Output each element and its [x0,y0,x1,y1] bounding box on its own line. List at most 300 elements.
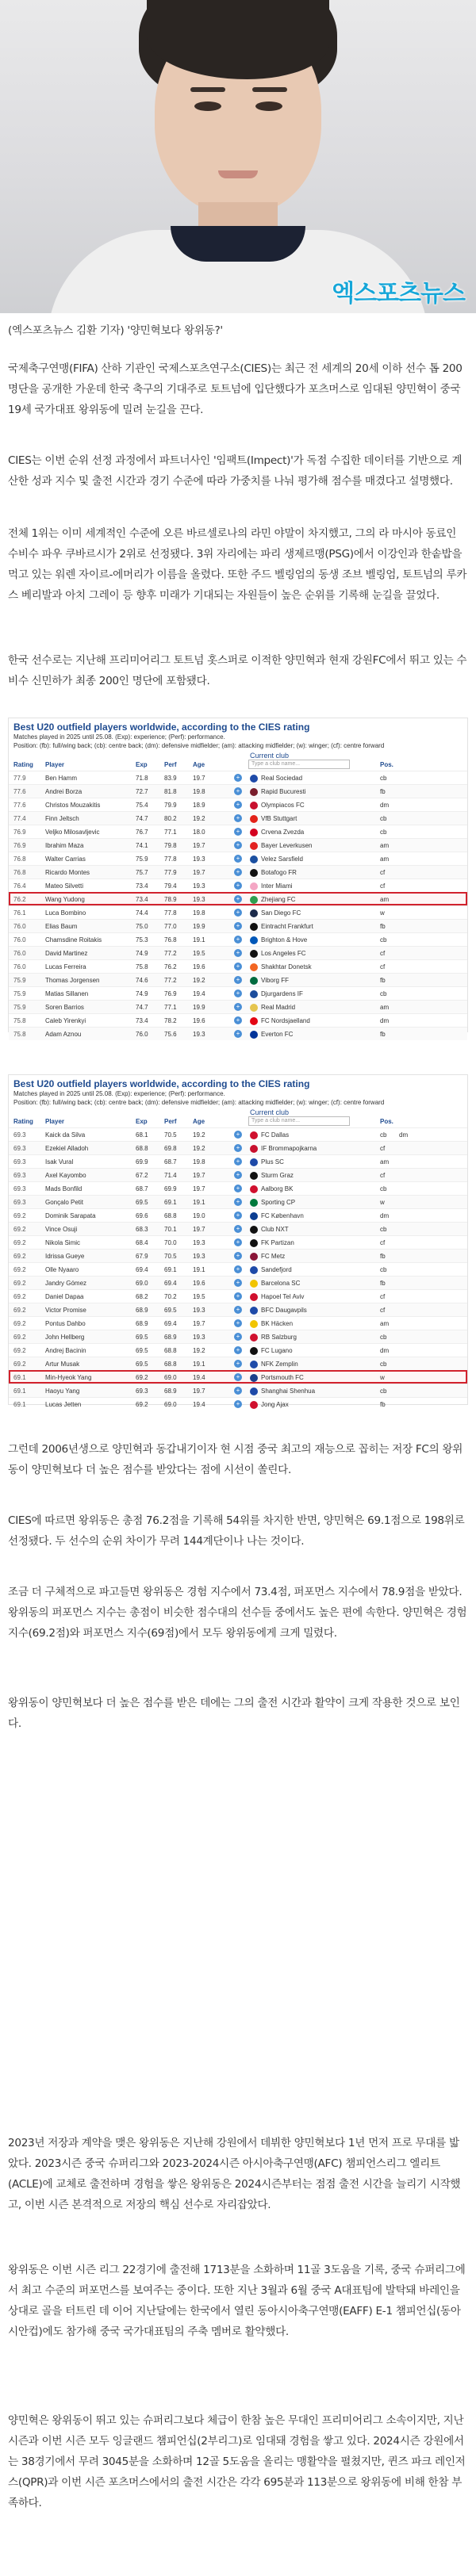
expand-row-icon[interactable]: + [234,828,242,836]
expand-row-icon[interactable]: + [234,963,242,970]
age-cell: 19.6 [193,1017,205,1024]
performance-cell: 77.8 [164,909,177,917]
performance-cell: 68.9 [164,1334,177,1341]
club-crest-icon [250,855,258,863]
rating-cell: 69.3 [13,1199,26,1206]
club-name-cell: Everton FC [261,1031,294,1038]
player-name-cell: Ibrahim Maza [45,842,84,849]
expand-row-icon[interactable]: + [234,1238,242,1246]
experience-cell: 68.7 [136,1185,148,1192]
rating-cell: 77.9 [13,775,26,782]
position-cell: cb [380,1226,387,1233]
club-search-input[interactable]: Type a club name... [248,1116,350,1126]
club-name-cell: Portsmouth FC [261,1374,304,1381]
club-name-cell: Viborg FF [261,977,289,984]
player-name-cell: Walter Carrias [45,855,86,863]
age-cell: 19.3 [193,855,205,863]
expand-row-icon[interactable]: + [234,787,242,795]
table-position-legend: Position: (fb): full/wing back; (cb): centre back; (dm): defensive midfielder; (am): attacking midfielder; (w): winger; (cf): centre forward [13,1099,385,1106]
rating-cell: 76.0 [13,950,26,957]
experience-cell: 76.0 [136,1031,148,1038]
player-name-cell: Andrej Bacinin [45,1347,86,1354]
position-cell: fb [380,1280,386,1287]
expand-row-icon[interactable]: + [234,936,242,944]
expand-row-icon[interactable]: + [234,855,242,863]
age-cell: 19.4 [193,990,205,997]
table-row [9,1235,467,1249]
rating-cell: 69.3 [13,1185,26,1192]
experience-cell: 69.0 [136,1280,148,1287]
table-row [9,1027,467,1040]
club-name-cell: Real Sociedad [261,775,303,782]
player-name-cell: Andrei Borza [45,788,83,795]
position-cell: fb [380,1253,386,1260]
table-row [9,1208,467,1222]
performance-cell: 69.0 [164,1401,177,1408]
rating-cell: 69.3 [13,1131,26,1139]
column-header[interactable]: Pos. [380,761,393,768]
player-name-cell: Idrissa Gueye [45,1253,85,1260]
rating-cell: 76.0 [13,963,26,970]
club-crest-icon [250,1347,258,1355]
column-header[interactable]: Rating [13,1118,33,1125]
club-crest-icon [250,829,258,836]
performance-cell: 70.5 [164,1131,177,1139]
column-header[interactable]: Age [193,761,205,768]
club-crest-icon [250,1239,258,1247]
expand-row-icon[interactable]: + [234,989,242,997]
club-crest-icon [250,1334,258,1342]
rating-cell: 69.2 [13,1320,26,1327]
expand-row-icon[interactable]: + [234,1003,242,1011]
performance-cell: 77.1 [164,829,177,836]
table-row [9,919,467,932]
club-crest-icon [250,1131,258,1139]
position-cell: cf [380,950,386,957]
performance-cell: 80.2 [164,815,177,822]
table-subtitle: Matches played in 2025 until 25.08. (Exp): experience; (Perf): performance. [13,733,225,741]
experience-cell: 76.7 [136,829,148,836]
column-header[interactable]: Perf [164,1118,177,1125]
rating-cell: 69.2 [13,1266,26,1273]
position-cell: fb [380,788,386,795]
table-row [9,932,467,946]
experience-cell: 69.9 [136,1158,148,1166]
position-cell: cf [380,1307,386,1314]
expand-row-icon[interactable]: + [234,949,242,957]
club-name-cell: Barcelona SC [261,1280,301,1287]
expand-row-icon[interactable]: + [234,1144,242,1152]
experience-cell: 69.6 [136,1212,148,1219]
performance-cell: 68.8 [164,1212,177,1219]
age-cell: 19.4 [193,1401,205,1408]
club-crest-icon [250,1004,258,1012]
player-name-cell: Christos Mouzakitis [45,802,101,809]
age-cell: 19.7 [193,869,205,876]
expand-row-icon[interactable]: + [234,868,242,876]
club-name-cell: FC Metz [261,1253,286,1260]
rating-cell: 69.1 [13,1388,26,1395]
player-name-cell: Adam Aznou [45,1031,82,1038]
club-crest-icon [250,1199,258,1207]
club-name-cell: Sandefjord [261,1266,292,1273]
left-brow [190,87,225,92]
expand-row-icon[interactable]: + [234,882,242,890]
club-name-cell: BK Häcken [261,1320,294,1327]
player-name-cell: Nikola Simic [45,1239,81,1246]
expand-row-icon[interactable]: + [234,1211,242,1219]
club-name-cell: NFK Zemplin [261,1361,298,1368]
right-brow [252,87,287,92]
collar [171,226,305,262]
player-name-cell: Ricardo Montes [45,869,90,876]
position-cell: cf [380,1239,386,1246]
club-name-cell: BFC Daugavpils [261,1307,307,1314]
player-name-cell: Matias Sillanen [45,990,89,997]
rating-cell: 75.8 [13,1031,26,1038]
player-name-cell: Artur Musak [45,1361,80,1368]
club-name-cell: Sporting CP [261,1199,296,1206]
player-name-cell: Haoyu Yang [45,1388,80,1395]
expand-row-icon[interactable]: + [234,922,242,930]
table-row [9,1195,467,1208]
rating-cell: 69.2 [13,1347,26,1354]
position-cell: fb [380,1401,386,1408]
player-name-cell: Wang Yudong [45,896,85,903]
age-cell: 19.3 [193,1307,205,1314]
club-crest-icon [250,1266,258,1274]
age-cell: 19.2 [193,1347,205,1354]
table-row [9,1343,467,1357]
age-cell: 19.2 [193,1131,205,1139]
hero-photo [0,0,476,313]
performance-cell: 69.0 [164,1374,177,1381]
age-cell: 19.4 [193,1374,205,1381]
position-cell: cf [380,963,386,970]
experience-cell: 68.4 [136,1239,148,1246]
club-name-cell: Real Madrid [261,1004,296,1011]
experience-cell: 75.0 [136,923,148,930]
club-crest-icon [250,775,258,783]
experience-cell: 69.5 [136,1361,148,1368]
position-cell: cf [380,1172,386,1179]
column-header[interactable]: Pos. [380,1118,393,1125]
performance-cell: 68.7 [164,1158,177,1166]
position-cell: dm [380,802,390,809]
table-row [9,838,467,852]
expand-row-icon[interactable]: + [234,841,242,849]
position-cell: am [380,855,390,863]
experience-cell: 68.3 [136,1226,148,1233]
player-name-cell: Lucas Jetten [45,1401,82,1408]
expand-row-icon[interactable]: + [234,1306,242,1314]
player-name-cell: Luca Bombino [45,909,86,917]
performance-cell: 69.1 [164,1266,177,1273]
performance-cell: 69.4 [164,1280,177,1287]
experience-cell: 69.2 [136,1401,148,1408]
age-cell: 19.6 [193,963,205,970]
experience-cell: 68.9 [136,1307,148,1314]
club-name-cell: VfB Stuttgart [261,815,298,822]
club-crest-icon [250,1374,258,1382]
performance-cell: 68.9 [164,1388,177,1395]
rating-cell: 76.9 [13,829,26,836]
paragraph-9: 2023년 저장과 계약을 맺은 왕위동은 지난해 강원에서 데뷔한 양민혁보다 1년 먼저 프로 무대를 밟았다. 2023시즌 중국 슈퍼리그와 2023-2024시즌 아시아축구연맹(AFC) 챔피언스리그 엘리트(ACLE)에 교체로 출전하며 경험을 쌓은 왕위동은 2024시즌부터는 점점 출전 시간을 늘리기 시작했고, 이번 시즌 본격적으로 저장의 핵심 선수로 자리잡았다. [8,2137,461,2211]
table-row [9,771,467,784]
expand-row-icon[interactable]: + [234,1360,242,1368]
table-row [9,1222,467,1235]
age-cell: 18.9 [193,802,205,809]
paragraph-4: 한국 선수로는 지난해 프리미어리그 토트넘 홋스퍼로 이적한 양민혁과 현재 강원FC에서 뛰고 있는 수비수 신민하가 최종 200인 명단에 포함됐다. [8,654,467,687]
paragraph-11: 양민혁은 왕위동이 뛰고 있는 슈퍼리그보다 체급이 한참 높은 무대인 프리미어리그 소속이지만, 지난 시즌과 이번 시즌 모두 잉글랜드 챔피언십(2부리그)로 임대돼 경험을 쌓고 있다. 2024시즌 강원에서는 38경기에서 무려 3045분을 소화하며 12골 5도움을 올리는 맹활약을 펼쳤지만, 퀸즈 파크 레인저스(QPR)과 이번 시즌 포츠머스에서의 출전 시간은 각각 695분과 113분으로 왕위동에 비해 한참 부족하다. [8,2414,466,2509]
player-name-cell: Gonçalo Petit [45,1199,84,1206]
experience-cell: 74.1 [136,842,148,849]
age-cell: 19.3 [193,882,205,890]
table-row [9,811,467,825]
club-name-cell: Jong Ajax [261,1401,289,1408]
expand-row-icon[interactable]: + [234,1016,242,1024]
club-crest-icon [250,1185,258,1193]
experience-cell: 69.4 [136,1266,148,1273]
table-row [9,1181,467,1195]
expand-row-icon[interactable]: + [234,814,242,822]
club-search-input[interactable]: Type a club name... [248,760,350,769]
performance-cell: 70.1 [164,1226,177,1233]
rating-cell: 75.8 [13,1017,26,1024]
player-name-cell: Caleb Yirenkyi [45,1017,86,1024]
expand-row-icon[interactable]: + [234,774,242,782]
performance-cell: 68.8 [164,1361,177,1368]
age-cell: 19.2 [193,977,205,984]
club-crest-icon [250,1388,258,1395]
performance-cell: 70.2 [164,1293,177,1300]
performance-cell: 77.1 [164,1004,177,1011]
club-name-cell: Botafogo FR [261,869,297,876]
rating-cell: 76.1 [13,909,26,917]
player-name-cell: Jandry Gómez [45,1280,87,1287]
rating-cell: 69.2 [13,1334,26,1341]
performance-cell: 76.2 [164,963,177,970]
performance-cell: 77.2 [164,977,177,984]
club-name-cell: Hapoel Tel Aviv [261,1293,305,1300]
club-name-cell: Bayer Leverkusen [261,842,313,849]
position-cell: dm [380,1212,390,1219]
experience-cell: 75.7 [136,869,148,876]
rating-cell: 69.2 [13,1293,26,1300]
performance-cell: 78.9 [164,896,177,903]
player-name-cell: Isak Vural [45,1158,74,1166]
performance-cell: 77.2 [164,950,177,957]
expand-row-icon[interactable]: + [234,1131,242,1139]
age-cell: 18.0 [193,829,205,836]
experience-cell: 68.8 [136,1145,148,1152]
table-row [9,1303,467,1316]
experience-cell: 69.3 [136,1388,148,1395]
table-row [9,1000,467,1013]
experience-cell: 71.8 [136,775,148,782]
table-row [9,1289,467,1303]
club-crest-icon [250,788,258,796]
age-cell: 19.7 [193,1226,205,1233]
position-cell: am [380,896,390,903]
experience-cell: 74.7 [136,815,148,822]
performance-cell: 79.9 [164,802,177,809]
expand-row-icon[interactable]: + [234,1292,242,1300]
player-name-cell: Kaick da Silva [45,1131,86,1139]
expand-row-icon[interactable]: + [234,1400,242,1408]
club-crest-icon [250,909,258,917]
expand-row-icon[interactable]: + [234,976,242,984]
expand-row-icon[interactable]: + [234,1387,242,1395]
club-name-cell: Aalborg BK [261,1185,294,1192]
table-row [9,784,467,798]
rating-cell: 76.9 [13,842,26,849]
club-name-cell: FC Nordsjaelland [261,1017,310,1024]
table-subtitle: Matches played in 2025 until 25.08. (Exp): experience; (Perf): performance. [13,1090,225,1097]
column-header[interactable]: Age [193,1118,205,1125]
club-crest-icon [250,1280,258,1288]
club-crest-icon [250,963,258,971]
player-name-cell: Chamsdine Roitakis [45,936,102,944]
club-name-cell: FC Dallas [261,1131,290,1139]
club-crest-icon [250,1172,258,1180]
performance-cell: 79.8 [164,842,177,849]
club-crest-icon [250,896,258,904]
club-crest-icon [250,882,258,890]
club-crest-icon [250,802,258,810]
performance-cell: 77.8 [164,855,177,863]
rating-cell: 75.9 [13,977,26,984]
table-row [9,825,467,838]
table-row [9,852,467,865]
position-cell: am [380,842,390,849]
left-eye [194,101,221,111]
performance-cell: 76.9 [164,990,177,997]
position-cell: cb [380,815,387,822]
paragraph-10: 왕위동은 이번 시즌 리그 22경기에 출전해 1713분을 소화하며 11골 3도움을 기록, 중국 슈퍼리그에서 최고 수준의 퍼포먼스를 보여주는 중이다. 또한 지난 3월과 6월 중국 A대표팀에 발탁돼 바레인을 상대로 골을 터트린 데 이어 지난달에는 한국에서 열린 동아시아축구연맹(EAFF) E-1 챔피언십(동아시안컵)에도 참가해 중국 국가대표팀의 주축 멤버로 활약했다. [8,2264,466,2338]
column-header[interactable]: Perf [164,761,177,768]
position-cell: cf [380,1293,386,1300]
age-cell: 19.7 [193,775,205,782]
experience-cell: 75.3 [136,936,148,944]
age-cell: 19.7 [193,1320,205,1327]
paragraph-1: 국제축구연맹(FIFA) 산하 기관인 국제스포츠연구소(CIES)는 최근 전 세계의 20세 이하 선수 톱 200 명단을 공개한 가운데 한국 축구의 기대주로 토트넘에 입단했다가 포츠머스로 임대된 양민혁이 중국 19세 국가대표 왕위동에 밀려 눈길을 끈다. [8,362,463,416]
player-name-cell: Finn Jeltsch [45,815,79,822]
table-row [9,905,467,919]
club-name-cell: Club NXT [261,1226,289,1233]
rating-cell: 69.2 [13,1226,26,1233]
player-name-cell: Mateo Silvetti [45,882,84,890]
club-name-cell: Inter Miami [261,882,293,890]
expand-row-icon[interactable]: + [234,1030,242,1038]
table-row [9,1141,467,1154]
position-cell: am [380,1004,390,1011]
experience-cell: 75.9 [136,855,148,863]
performance-cell: 75.6 [164,1031,177,1038]
paragraph-6: CIES에 따르면 왕위동은 총점 76.2점을 기록해 54위를 차지한 반면, 양민혁은 69.1점으로 198위로 선정됐다. 두 선수의 순위 차이가 무려 144계단이나 나는 것이다. [8,1514,465,1548]
performance-cell: 81.8 [164,788,177,795]
age-cell: 19.7 [193,1172,205,1179]
expand-row-icon[interactable]: + [234,895,242,903]
table-row [9,1127,467,1141]
player-name-cell: Daniel Dapaa [45,1293,84,1300]
cies-ranking-table-1 [8,718,468,1038]
rating-cell: 69.2 [13,1307,26,1314]
rating-cell: 76.8 [13,855,26,863]
column-header[interactable]: Exp [136,761,148,768]
club-name-cell: Plus SC [261,1158,284,1166]
column-header[interactable]: Exp [136,1118,148,1125]
club-crest-icon [250,936,258,944]
expand-row-icon[interactable]: + [234,801,242,809]
expand-row-icon[interactable]: + [234,1373,242,1381]
expand-row-icon[interactable]: + [234,1279,242,1287]
position-cell: w [380,1199,385,1206]
performance-cell: 78.2 [164,1017,177,1024]
table-row [9,1316,467,1330]
club-crest-icon [250,842,258,850]
byline: (엑스포츠뉴스 김환 기자) '양민혁보다 왕위동?' [8,324,223,337]
expand-row-icon[interactable]: + [234,1265,242,1273]
rating-cell: 76.0 [13,936,26,944]
expand-row-icon[interactable]: + [234,1171,242,1179]
club-name-cell: Djurgardens IF [261,990,303,997]
rating-cell: 76.8 [13,869,26,876]
position-cell: w [380,1374,385,1381]
expand-row-icon[interactable]: + [234,1198,242,1206]
position-cell: fb [380,1031,386,1038]
expand-row-icon[interactable]: + [234,909,242,917]
expand-row-icon[interactable]: + [234,1346,242,1354]
club-crest-icon [250,815,258,823]
club-crest-icon [250,1293,258,1301]
performance-cell: 69.8 [164,1145,177,1152]
age-cell: 19.2 [193,815,205,822]
club-crest-icon [250,923,258,931]
club-crest-icon [250,869,258,877]
table-row [9,878,467,892]
player-name-cell: Pontus Dahbo [45,1320,86,1327]
performance-cell: 68.8 [164,1347,177,1354]
table-title: Best U20 outfield players worldwide, according to the CIES rating [13,722,310,733]
performance-cell: 83.9 [164,775,177,782]
expand-row-icon[interactable]: + [234,1333,242,1341]
club-crest-icon [250,1226,258,1234]
age-cell: 19.9 [193,923,205,930]
experience-cell: 68.2 [136,1293,148,1300]
rating-cell: 75.9 [13,1004,26,1011]
club-name-cell: Los Angeles FC [261,950,306,957]
rating-cell: 69.2 [13,1212,26,1219]
position-cell: cb [380,1361,387,1368]
column-header: Player [45,761,65,768]
expand-row-icon[interactable]: + [234,1319,242,1327]
cies-ranking-table-2 [8,1074,468,1408]
paragraph-2: CIES는 이번 순위 선정 과정에서 파트너사인 '임팩트(Impect)'가 독점 수집한 데이터를 기반으로 계산한 성과 지수 및 출전 시간과 경기 수준에 따라 가중치를 나눠 평가해 점수를 매겼다고 설명했다. [8,454,463,488]
highlighted-table-row [9,892,467,905]
position-cell: cb [380,1185,387,1192]
expand-row-icon[interactable]: + [234,1185,242,1192]
club-name-cell: Velez Sarsfield [261,855,303,863]
expand-row-icon[interactable]: + [234,1225,242,1233]
highlighted-table-row [9,1370,467,1384]
expand-row-icon[interactable]: + [234,1158,242,1166]
expand-row-icon[interactable]: + [234,1252,242,1260]
table-row [9,1276,467,1289]
club-crest-icon [250,977,258,985]
performance-cell: 77.0 [164,923,177,930]
column-header[interactable]: Rating [13,761,33,768]
